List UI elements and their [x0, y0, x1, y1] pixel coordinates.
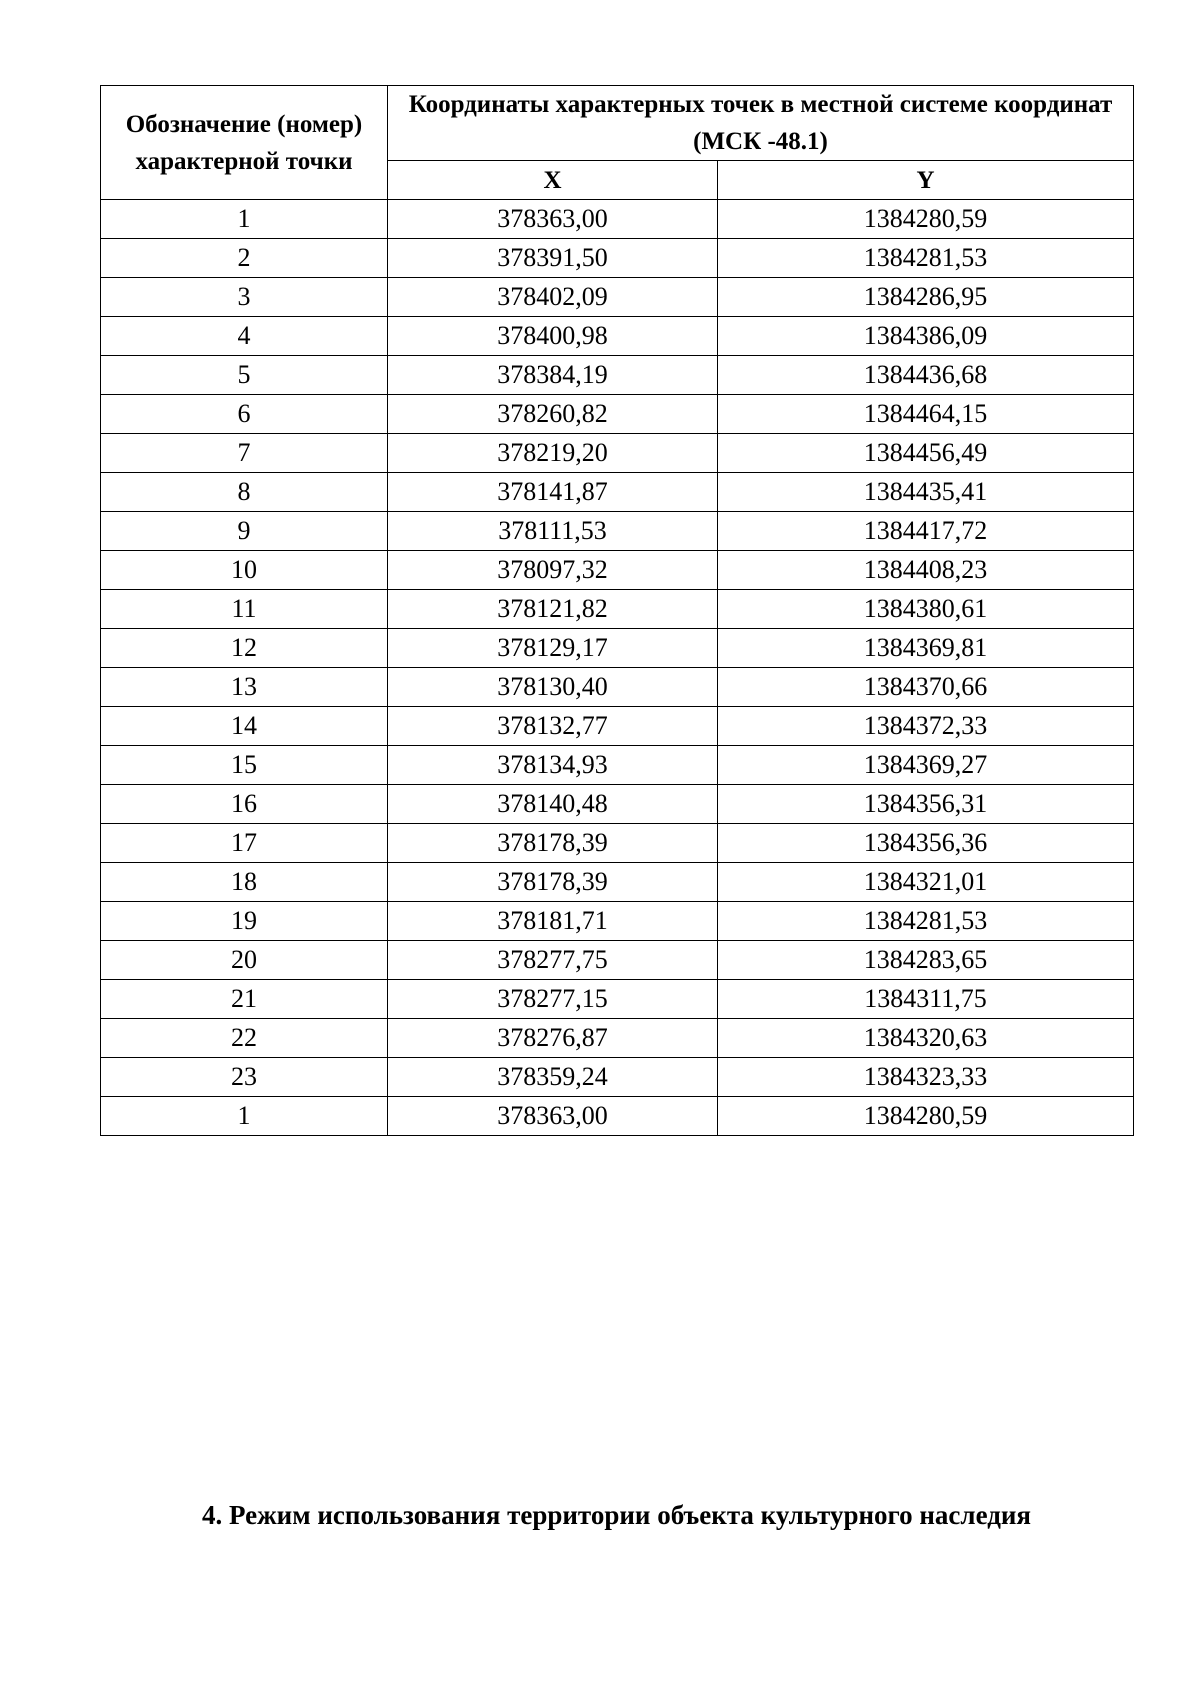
cell-y: 1384356,36 — [718, 824, 1134, 863]
cell-x: 378277,15 — [388, 980, 718, 1019]
section-heading: 4. Режим использования территории объекта культурного наследия — [201, 1500, 1032, 1530]
cell-point-number: 18 — [101, 863, 388, 902]
cell-x: 378181,71 — [388, 902, 718, 941]
cell-x: 378141,87 — [388, 473, 718, 512]
cell-point-number: 10 — [101, 551, 388, 590]
header-coordinates: Координаты характерных точек в местной системе координат (МСК -48.1) — [388, 86, 1134, 161]
table-row — [101, 941, 1134, 980]
cell-x: 378132,77 — [388, 707, 718, 746]
cell-point-number: 2 — [101, 239, 388, 278]
table-row — [101, 824, 1134, 863]
table-row — [101, 434, 1134, 473]
cell-point-number: 22 — [101, 1019, 388, 1058]
cell-point-number: 12 — [101, 629, 388, 668]
table-row — [101, 1019, 1134, 1058]
table-row — [101, 1097, 1134, 1136]
table-row — [101, 200, 1134, 239]
cell-y: 1384321,01 — [718, 863, 1134, 902]
header-y: Y — [718, 161, 1134, 200]
cell-y: 1384369,81 — [718, 629, 1134, 668]
cell-y: 1384408,23 — [718, 551, 1134, 590]
cell-x: 378260,82 — [388, 395, 718, 434]
table-row — [101, 746, 1134, 785]
cell-y: 1384280,59 — [718, 1097, 1134, 1136]
cell-point-number: 17 — [101, 824, 388, 863]
cell-point-number: 6 — [101, 395, 388, 434]
table-row — [101, 356, 1134, 395]
cell-point-number: 3 — [101, 278, 388, 317]
header-x: X — [388, 161, 718, 200]
cell-x: 378178,39 — [388, 824, 718, 863]
coordinates-table — [100, 85, 1134, 1136]
cell-y: 1384311,75 — [718, 980, 1134, 1019]
cell-x: 378400,98 — [388, 317, 718, 356]
cell-x: 378219,20 — [388, 434, 718, 473]
table-row — [101, 707, 1134, 746]
table-row — [101, 629, 1134, 668]
table-row — [101, 278, 1134, 317]
table-row — [101, 1058, 1134, 1097]
cell-point-number: 23 — [101, 1058, 388, 1097]
cell-y: 1384464,15 — [718, 395, 1134, 434]
table-header — [101, 86, 1134, 200]
cell-y: 1384286,95 — [718, 278, 1134, 317]
cell-point-number: 20 — [101, 941, 388, 980]
table-row — [101, 902, 1134, 941]
cell-y: 1384369,27 — [718, 746, 1134, 785]
cell-x: 378363,00 — [388, 1097, 718, 1136]
table-row — [101, 863, 1134, 902]
cell-x: 378178,39 — [388, 863, 718, 902]
table-row — [101, 317, 1134, 356]
cell-point-number: 1 — [101, 1097, 388, 1136]
cell-x: 378277,75 — [388, 941, 718, 980]
cell-x: 378121,82 — [388, 590, 718, 629]
cell-y: 1384370,66 — [718, 668, 1134, 707]
cell-point-number: 8 — [101, 473, 388, 512]
table-row — [101, 551, 1134, 590]
cell-x: 378359,24 — [388, 1058, 718, 1097]
cell-y: 1384435,41 — [718, 473, 1134, 512]
cell-y: 1384281,53 — [718, 902, 1134, 941]
cell-x: 378276,87 — [388, 1019, 718, 1058]
cell-x: 378140,48 — [388, 785, 718, 824]
cell-point-number: 13 — [101, 668, 388, 707]
table-row — [101, 785, 1134, 824]
cell-x: 378134,93 — [388, 746, 718, 785]
cell-x: 378384,19 — [388, 356, 718, 395]
cell-x: 378129,17 — [388, 629, 718, 668]
cell-y: 1384417,72 — [718, 512, 1134, 551]
table-row — [101, 395, 1134, 434]
cell-x: 378130,40 — [388, 668, 718, 707]
cell-y: 1384320,63 — [718, 1019, 1134, 1058]
cell-x: 378111,53 — [388, 512, 718, 551]
cell-point-number: 9 — [101, 512, 388, 551]
cell-x: 378097,32 — [388, 551, 718, 590]
cell-y: 1384456,49 — [718, 434, 1134, 473]
table-row — [101, 980, 1134, 1019]
table-body — [101, 200, 1134, 1136]
cell-point-number: 4 — [101, 317, 388, 356]
table-row — [101, 668, 1134, 707]
cell-point-number: 21 — [101, 980, 388, 1019]
cell-y: 1384283,65 — [718, 941, 1134, 980]
table-row — [101, 590, 1134, 629]
cell-y: 1384380,61 — [718, 590, 1134, 629]
cell-y: 1384281,53 — [718, 239, 1134, 278]
cell-y: 1384323,33 — [718, 1058, 1134, 1097]
cell-x: 378363,00 — [388, 200, 718, 239]
cell-y: 1384280,59 — [718, 200, 1134, 239]
cell-point-number: 1 — [101, 200, 388, 239]
cell-y: 1384372,33 — [718, 707, 1134, 746]
cell-point-number: 11 — [101, 590, 388, 629]
cell-point-number: 15 — [101, 746, 388, 785]
cell-y: 1384386,09 — [718, 317, 1134, 356]
cell-point-number: 19 — [101, 902, 388, 941]
cell-point-number: 16 — [101, 785, 388, 824]
header-point-designation: Обозначение (номер) характерной точки — [101, 86, 388, 200]
cell-y: 1384356,31 — [718, 785, 1134, 824]
table-row — [101, 512, 1134, 551]
table-row — [101, 239, 1134, 278]
cell-point-number: 7 — [101, 434, 388, 473]
cell-point-number: 5 — [101, 356, 388, 395]
cell-x: 378402,09 — [388, 278, 718, 317]
cell-y: 1384436,68 — [718, 356, 1134, 395]
cell-point-number: 14 — [101, 707, 388, 746]
cell-x: 378391,50 — [388, 239, 718, 278]
table-row — [101, 473, 1134, 512]
